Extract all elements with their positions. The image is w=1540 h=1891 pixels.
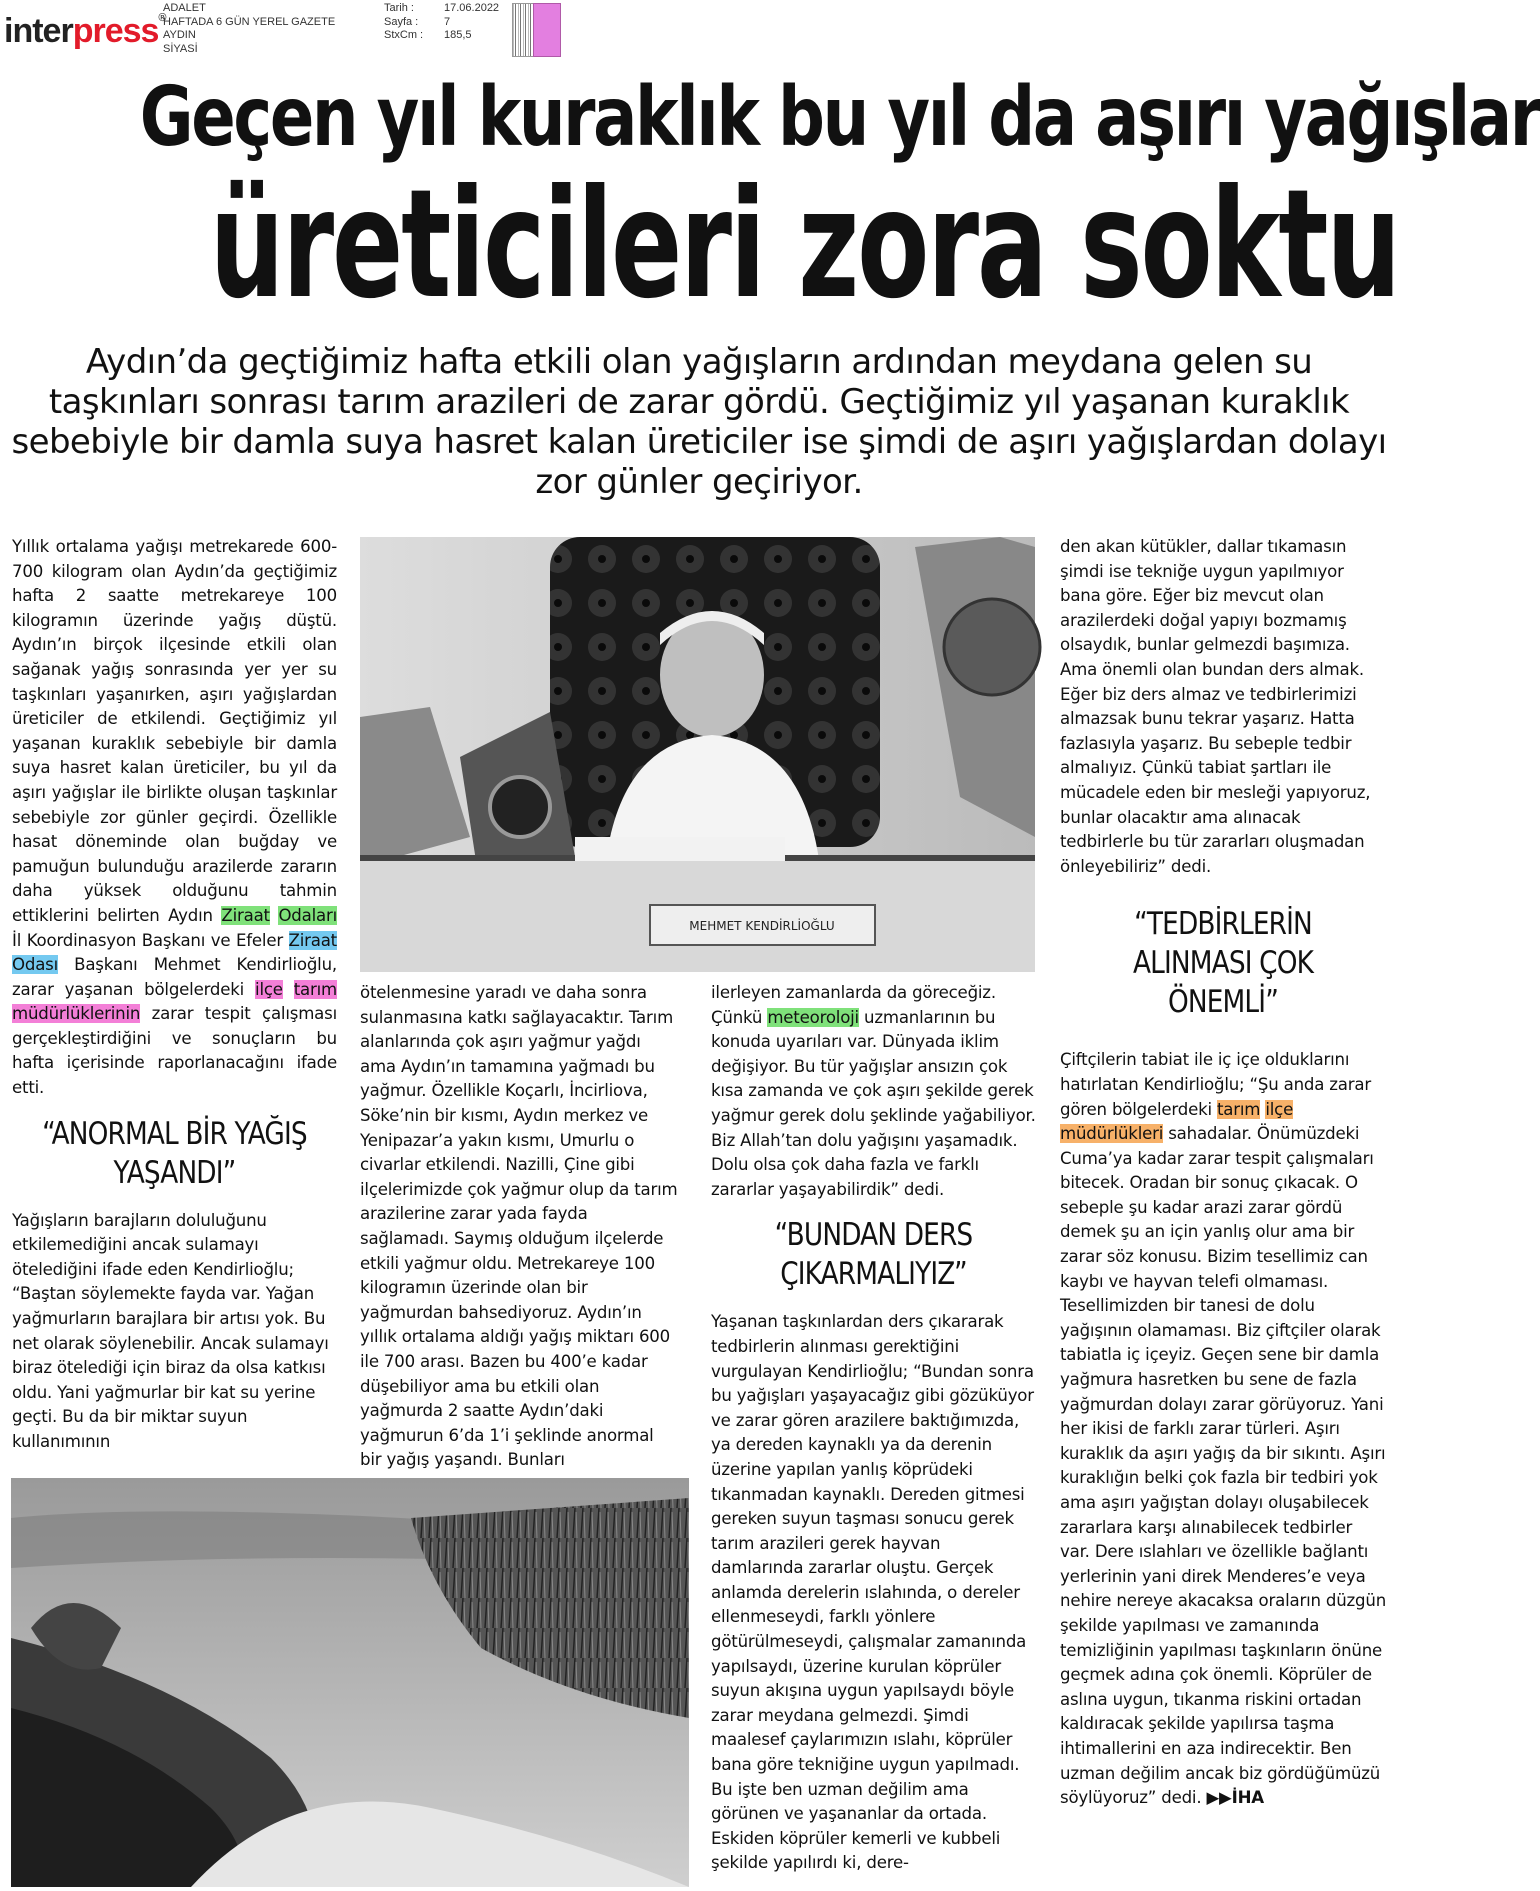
page-label: Sayfa : [384,15,419,28]
col3-paragraph-2: Yaşanan taşkınlardan ders çıkararak tedbirlerin alınması gerektiğini vurgulayan Kendirlioğlu; “Bundan sonra bu yağışları yaşayacağız gibi gözüküyor ve zarar gören arazilere baktığımızda, ya dereden kaynaklı ya da derenin üzerine yapılan yanlış köprüdeki tıkanmadan kaynaklı. Dereden gitmesi gereken suyun taşması sonucu gerek tarım arazileri gerek hayvan damlarında zararlar oluştu. Gerçek anlamda derelerin ıslahında, o dereler ellenmeseydi, farklı yönlere götürülmeseydi, çalışmalar zamanında yapılsaydı, üzerine kurulan köprüler suyun akışına uygun yapılsaydı böyle zarar meydana gelmezdi. Şimdi maalesef çaylarımızın ıslahı, köprüler bana göre tekniğine uygun yapılmadı. Bu işte ben uzman değilim ama görünen ve yaşananlar da ortada. Eskiden köprüler kemerli ve kubbeli şekilde yapılırdı ki, dere- [711,1312,1034,1873]
stxcm-label: StxCm : [384,29,424,41]
publication-category: SİYASİ [163,42,198,55]
publication-name: ADALET [163,2,206,14]
photo-kendirlioglu [360,537,1035,972]
highlight-tarim: tarım [293,979,338,999]
column-1 [12,535,337,1455]
publication-meta [163,2,335,56]
photo-flooded-field [11,1478,689,1887]
portrait-photo [360,537,1035,972]
stxcm-value: 185,5 [444,29,472,41]
highlight-ziraat-2: Ziraat [288,930,337,950]
page-value: 7 [444,15,451,28]
clipping-header [0,0,1398,64]
highlight-odalari: Odaları [278,905,338,925]
column-2 [360,981,680,1473]
meta-labels [384,2,423,43]
highlight-mudurluklerinin: müdürlüklerinin [12,1004,141,1024]
publication-region: AYDIN [163,29,196,41]
column-3 [711,981,1036,1876]
article-spot: Aydın’da geçtiğimiz hafta etkili olan yağışların ardından meydana gelen su taşkınları sonrası tarım arazileri de zarar gördü. Geçtiğimiz yıl yaşanan kuraklık sebebiyle bir damla suya hasret kalan üreticiler ise şimdi de aşırı yağışlardan dolayı zor günler geçiriyor. [11,342,1387,502]
headline-line-2: üreticileri zora soktu [209,158,1400,332]
publication-frequency: HAFTADA 6 GÜN YEREL GAZETE [163,15,336,28]
highlight-meteoroloji: meteoroloji [767,1007,859,1027]
barcode [512,3,534,57]
col4-paragraph-2: Çiftçilerin tabiat ile iç içe olduklarını hatırlatan Kendirlioğlu; “Şu anda zarar gören bölgelerdeki tarım ilçe müdürlükleri sahadalar. Önümüzdeki Cuma’ya kadar zarar tespit çalışmaları bitecek. Oradan bir sonuç çıkacak. O sebeple şu kadar arazi zarar gördü demek şu an için yanlış olur ama bir zarar söz konusu. Bizim tesellimiz can kaybı ve hayvan telefi olmaması. Tesellimizden bir tanesi de dolu yağışının olamaması. Biz çiftçiler olarak tabiatla iç içeyiz. Geçen sene bir damla yağmura hasretken bu sene de fazla yağmurdan dolayı zarar görüyoruz. Yani her ikisi de farklı zarar türleri. Aşırı kuraklık da aşırı yağış da bir sıkıntı. Aşırı kuraklığın belki çok fazla bir tedbiri yok ama aşırı yağıştan dolayı oluşabilecek zararlara karşı alınabilecek tedbirler var. Dere ıslahları ve özellikle bağlantı yerlerinin yani direk Menderes’e veya nehire nereye akacaksa oraların düzgün şekilde yapılması ve zamanında temizliğinin yapılması taşkınların önüne geçmek adına çok önemli. Köprüler de aslına uygun, tıkanma riskini ortadan kaldıracak şekilde yapılırsa taşma ihtimallerini en aza indirecektir. Ben uzman değilim ancak biz gördüğümüzü söylüyoruz” dedi. ▶▶İHA [1060,1050,1387,1808]
col3-paragraph-1: ilerleyen zamanlarda da göreceğiz. Çünkü meteoroloji uzmanlarının bu konuda uyarıları var. Dünyada iklim değişiyor. Bu tür yağışlar ansızın çok kısa zamanda ve çok aşırı şekilde gerek yağmur gerek dolu şeklinde yağabiliyor. Biz Allah’tan dolu yağışını yaşamadık. Dolu olsa çok daha fazla ve farklı zararlar yaşayabilirdik” dedi. [711,983,1036,1199]
subheading-tedbirlerin: “TEDBİRLERİN ALINMASI ÇOK ÖNEMLİ” [1132,906,1314,1021]
highlight-ilce-2: ilçe [1265,1099,1294,1119]
highlight-ziraat: Ziraat [221,905,270,925]
col2-paragraph: ötelenmesine yaradı ve daha sonra sulanmasına katkı sağlayacaktır. Tarım alanlarında çok aşırı yağmur yağdı ama Aydın’ın tamamına yağmadı bu yağmur. Özellikle Koçarlı, İncirliova, Söke’nin bir kısmı, Aydın merkez ve Yenipazar’a yakın kısmı, Umurlu o civarlar etkilendi. Nazilli, Çine gibi ilçelerimizde çok yağmur olup da tarım arazilerine zarar yada fayda sağlamadı. Saymış olduğum ilçelerde etkili yağmur oldu. Metrekareye 100 kilogramın üzerinde olan bir yağmurdan bahsediyoruz. Aydın’ın yıllık ortalama aldığı yağış miktarı 600 ile 700 arası. Bazen bu 400’e kadar düşebiliyor ama bu etkili olan yağmurda 2 saatte Aydın’daki yağmurun 6’da 1’i şeklinde anormal bir yağış yaşandı. Bunları [360,983,678,1470]
clipping-thumbnail [533,3,561,57]
date-label: Tarih : [384,2,414,14]
col1-paragraph-2: Yağışların barajların doluluğunu etkilemediğini ancak sulamayı ötelediğini ifade eden Kendirlioğlu; “Baştan söylemekte fayda var. Yağan yağmurların barajlara bir artısı yok. Bu net olarak söylenebilir. Ancak sulamayı biraz ötelediği için biraz da olsa katkısı oldu. Yani yağmurlar bir kat su yerine geçti. Bu da bir miktar suyun kullanımının [12,1210,329,1451]
name-plate-text: MEHMET KENDİRLİOĞLU [689,919,835,933]
column-4 [1060,535,1386,1811]
date-value: 17.06.2022 [444,2,500,14]
source-arrows-icon: ▶▶ [1206,1788,1232,1808]
highlight-mudurlukleri: müdürlükleri [1060,1124,1164,1144]
highlight-ilce: ilçe [255,979,283,999]
meta-values [444,2,499,43]
col1-paragraph-1: Yıllık ortalama yağışı metrekarede 600-700 kilogram olan Aydın’da geçtiğimiz hafta 2 saatte metrekareye 100 kilogramın üzerinde yağış düştü. Aydın’ın birçok ilçesinde etkili olan sağanak yağış sonrasında yer yer su taşkınları yaşanırken, aşırı yağışlardan üreticiler de etkilendi. Geçtiğimiz yıl yaşanan kuraklık sebebiyle bir damla suya hasret kalan üreticiler, bu yıl da aşırı yağışlar ile birlikte oluşan taşkınlar sebebiyle zor günler geçirdi. Özellikle hasat döneminde olan buğday ve pamuğun bulunduğu arazilerde zararın daha yüksek olduğunu tahmin ettiklerini belirten Aydın Ziraat Odaları İl Koordinasyon Başkanı ve Efeler Ziraat Odası Başkanı Mehmet Kendirlioğlu, zarar yaşanan bölgelerdeki ilçe tarım müdürlüklerinin zarar tespit çalışması gerçekleştirdiğini ve sonuçların bu hafta içerisinde raporlanacağını ifade etti. [12,537,338,1098]
headline-line-1: Geçen yıl kuraklık bu yıl da aşırı yağışlar [139,70,1540,165]
highlight-odasi: Odası [12,955,59,975]
subheading-bundan-ders: “BUNDAN DERS ÇIKARMALIYIZ” [774,1217,973,1293]
flood-photo [11,1478,689,1887]
source-tag: İHA [1231,1788,1264,1808]
interpress-logo: interpress® [4,12,166,50]
highlight-tarim-2: tarım [1216,1099,1261,1119]
subheading-anormal: “ANORMAL BİR YAĞIŞ YAŞANDI” [42,1115,307,1191]
col4-paragraph-1: den akan kütükler, dallar tıkamasın şimdi ise tekniğe uygun yapılmıyor bana göre. Eğer biz mevcut olan arazilerdeki doğal yapıyı bozmamış olsaydık, bunlar gelmezdi başımıza. Ama önemli olan bundan ders almak. Eğer biz ders almaz ve tedbirlerimizi almazsak bunu tekrar yaşarız. Hatta fazlasıyla yaşarız. Bu sebeple tedbir almalıyız. Çünkü tabiat şartları ile mücadele eden bir mesleği yapıyoruz, bunlar olacaktır ama alınacak tedbirlerle bu tür zararları oluşmadan önleyebiliriz” dedi. [1060,537,1371,876]
